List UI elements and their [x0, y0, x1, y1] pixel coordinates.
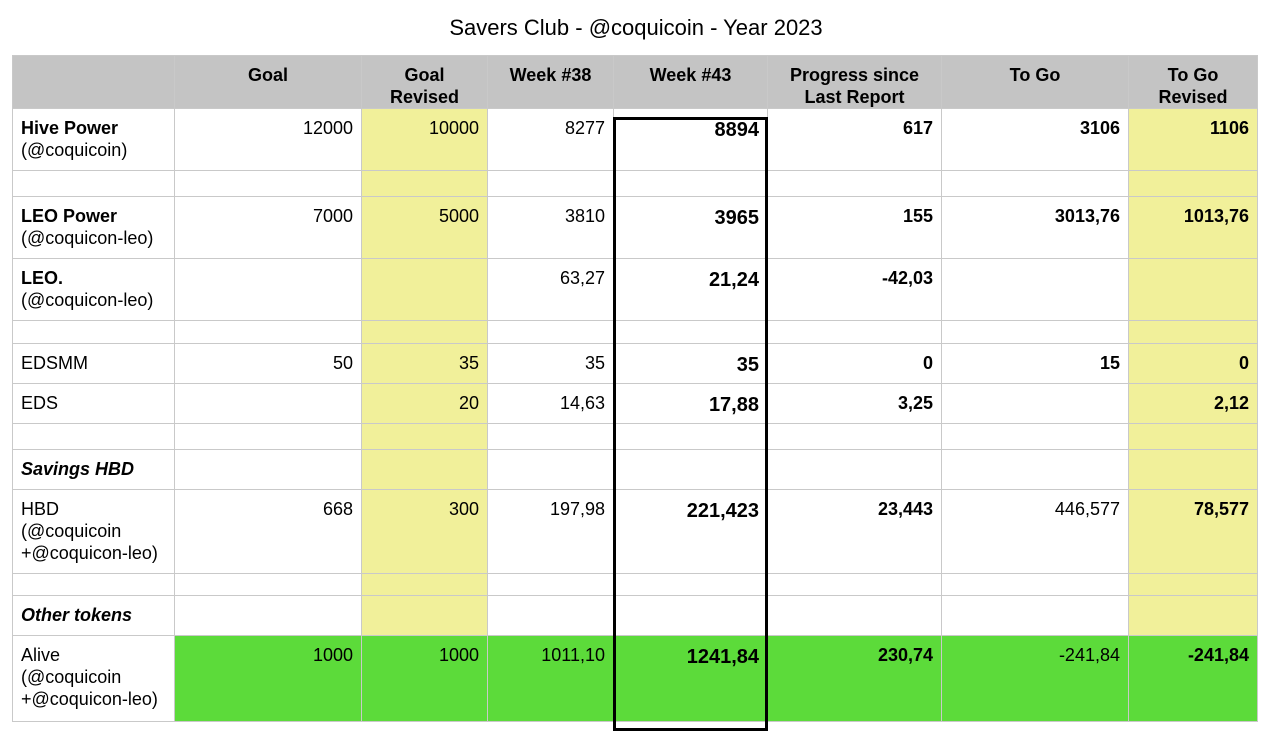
cell-goal: 7000	[175, 197, 362, 259]
cell-to-go	[942, 384, 1129, 424]
cell-progress: 230,74	[768, 636, 942, 722]
table-row-eds	[13, 384, 1258, 424]
cell-week38: 63,27	[488, 259, 614, 321]
cell-to-go-revised: 2,12	[1129, 384, 1258, 424]
table-row-spacer	[13, 171, 1258, 197]
cell-goal: 50	[175, 344, 362, 384]
cell-goal-revised: 10000	[362, 109, 488, 171]
cell-goal	[175, 259, 362, 321]
cell-progress: -42,03	[768, 259, 942, 321]
cell-to-go-revised: 1013,76	[1129, 197, 1258, 259]
cell-goal-revised: 35	[362, 344, 488, 384]
cell-week43: 221,423	[614, 490, 768, 574]
header-week43: Week #43	[614, 56, 768, 109]
cell-to-go: 446,577	[942, 490, 1129, 574]
cell-to-go: -241,84	[942, 636, 1129, 722]
cell-week38: 3810	[488, 197, 614, 259]
cell-progress: 0	[768, 344, 942, 384]
row-label: HBD (@coquicoin +@coquicon-leo)	[13, 490, 175, 574]
cell-to-go: 3106	[942, 109, 1129, 171]
table-row-edsmm	[13, 344, 1258, 384]
row-label: EDS	[13, 384, 175, 424]
cell-week38: 8277	[488, 109, 614, 171]
header-week38: Week #38	[488, 56, 614, 109]
row-label: LEO Power (@coquicon-leo)	[13, 197, 175, 259]
section-label: Savings HBD	[13, 450, 175, 490]
cell-to-go-revised: 1106	[1129, 109, 1258, 171]
table-row-leo-power	[13, 197, 1258, 259]
header-goal: Goal	[175, 56, 362, 109]
cell-to-go-revised	[1129, 259, 1258, 321]
savers-table	[12, 55, 1258, 722]
cell-progress: 23,443	[768, 490, 942, 574]
header-row	[13, 56, 1258, 109]
cell-goal: 1000	[175, 636, 362, 722]
header-label	[13, 56, 175, 109]
cell-to-go	[942, 259, 1129, 321]
cell-week38: 197,98	[488, 490, 614, 574]
cell-progress: 3,25	[768, 384, 942, 424]
cell-goal: 668	[175, 490, 362, 574]
row-label: Alive (@coquicoin +@coquicon-leo)	[13, 636, 175, 722]
row-label: Hive Power (@coquicoin)	[13, 109, 175, 171]
table-row-section-savings	[13, 450, 1258, 490]
cell-week38: 1011,10	[488, 636, 614, 722]
header-goal-revised: Goal Revised	[362, 56, 488, 109]
header-to-go-revised: To Go Revised	[1129, 56, 1258, 109]
table-row-spacer	[13, 321, 1258, 344]
table-row-spacer	[13, 574, 1258, 596]
cell-week38: 14,63	[488, 384, 614, 424]
table-row-section-other	[13, 596, 1258, 636]
sheet-title: Savers Club - @coquicoin - Year 2023	[449, 15, 823, 40]
cell-goal-revised	[362, 259, 488, 321]
cell-to-go: 3013,76	[942, 197, 1129, 259]
header-to-go: To Go	[942, 56, 1129, 109]
row-label: EDSMM	[13, 344, 175, 384]
header-progress: Progress since Last Report	[768, 56, 942, 109]
cell-goal-revised: 20	[362, 384, 488, 424]
cell-week43: 1241,84	[614, 636, 768, 722]
cell-goal-revised: 1000	[362, 636, 488, 722]
cell-to-go-revised: 0	[1129, 344, 1258, 384]
table-row-hive-power	[13, 109, 1258, 171]
section-label: Other tokens	[13, 596, 175, 636]
table-row-spacer	[13, 424, 1258, 450]
cell-goal: 12000	[175, 109, 362, 171]
cell-to-go-revised: -241,84	[1129, 636, 1258, 722]
row-label: LEO. (@coquicon-leo)	[13, 259, 175, 321]
table-row-leo	[13, 259, 1258, 321]
cell-to-go-revised: 78,577	[1129, 490, 1258, 574]
cell-week38: 35	[488, 344, 614, 384]
table-row-alive	[13, 636, 1258, 722]
cell-goal-revised: 5000	[362, 197, 488, 259]
cell-week43: 35	[614, 344, 768, 384]
cell-progress: 155	[768, 197, 942, 259]
cell-week43: 8894	[614, 109, 768, 171]
cell-progress: 617	[768, 109, 942, 171]
cell-week43: 3965	[614, 197, 768, 259]
cell-goal-revised: 300	[362, 490, 488, 574]
cell-week43: 17,88	[614, 384, 768, 424]
cell-to-go: 15	[942, 344, 1129, 384]
table-row-hbd	[13, 490, 1258, 574]
cell-goal	[175, 384, 362, 424]
cell-week43: 21,24	[614, 259, 768, 321]
